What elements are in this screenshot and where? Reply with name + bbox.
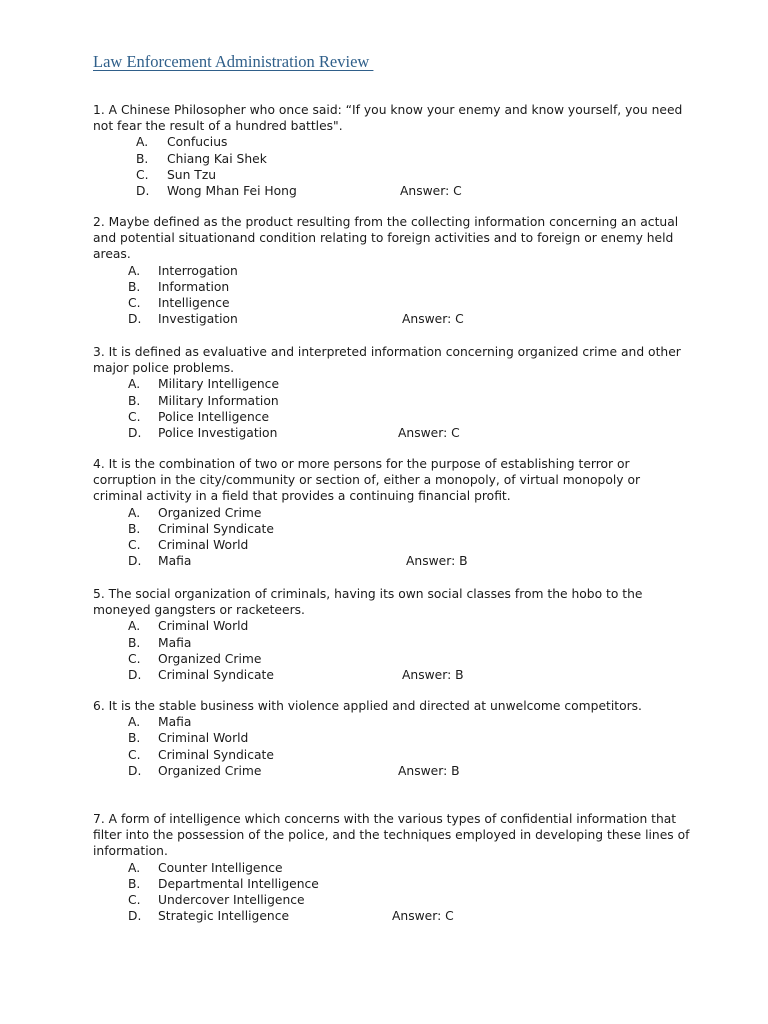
option-text: Criminal World xyxy=(158,619,249,634)
option-letter: D. xyxy=(136,183,150,198)
question-stem: 1. A Chinese Philosopher who once said: “If you know your enemy and know yourself, you need not fear the result of a hundred battles". xyxy=(93,103,683,134)
option-a xyxy=(93,376,693,392)
option-c xyxy=(93,295,693,311)
option-text: Criminal Syndicate xyxy=(158,667,274,682)
option-b xyxy=(93,521,693,537)
option-text: Mafia xyxy=(158,715,192,730)
option-b xyxy=(93,279,693,295)
option-letter: C. xyxy=(128,295,141,310)
option-text: Wong Mhan Fei Hong xyxy=(167,183,297,198)
option-a xyxy=(93,134,693,150)
question-4 xyxy=(93,456,693,569)
document-title: Law Enforcement Administration Review xyxy=(93,52,374,71)
option-letter: C. xyxy=(136,167,149,182)
option-letter: B. xyxy=(128,635,141,650)
question-1 xyxy=(93,102,693,199)
option-text: Police Investigation xyxy=(158,425,278,440)
option-letter: D. xyxy=(128,763,142,778)
option-letter: D. xyxy=(128,667,142,682)
option-d xyxy=(93,908,693,924)
option-c xyxy=(93,651,693,667)
option-letter: A. xyxy=(128,715,141,730)
question-stem: 6. It is the stable business with violence applied and directed at unwelcome competitors. xyxy=(93,699,642,713)
option-letter: D. xyxy=(128,554,142,569)
option-letter: A. xyxy=(128,860,141,875)
option-letter: A. xyxy=(128,377,141,392)
option-b xyxy=(93,730,693,746)
option-text: Organized Crime xyxy=(158,651,262,666)
option-text: Counter Intelligence xyxy=(158,860,283,875)
option-text: Interrogation xyxy=(158,263,238,278)
question-6 xyxy=(93,698,693,779)
option-letter: B. xyxy=(128,521,141,536)
option-text: Mafia xyxy=(158,554,192,569)
answer-label: Answer: B xyxy=(406,554,468,569)
answer-label: Answer: B xyxy=(398,763,460,778)
option-letter: A. xyxy=(136,135,149,150)
option-text: Confucius xyxy=(167,135,228,150)
option-text: Criminal Syndicate xyxy=(158,747,274,762)
option-d xyxy=(93,311,693,327)
option-text: Sun Tzu xyxy=(167,167,217,182)
option-b xyxy=(93,635,693,651)
option-letter: D. xyxy=(128,312,142,327)
option-d xyxy=(93,425,693,441)
question-7 xyxy=(93,811,693,924)
question-5 xyxy=(93,586,693,683)
option-text: Undercover Intelligence xyxy=(158,892,305,907)
option-d xyxy=(93,763,693,779)
option-text: Chiang Kai Shek xyxy=(167,151,267,166)
option-text: Criminal World xyxy=(158,731,249,746)
option-a xyxy=(93,618,693,634)
option-text: Departmental Intelligence xyxy=(158,876,319,891)
question-stem: 3. It is defined as evaluative and interpreted information concerning organized crime and other major police problems. xyxy=(93,345,681,376)
option-letter: B. xyxy=(128,731,141,746)
question-2 xyxy=(93,214,693,327)
option-a xyxy=(93,714,693,730)
option-b xyxy=(93,393,693,409)
question-stem: 4. It is the combination of two or more persons for the purpose of establishing terror or corruption in the city/community or section of, either a monopoly, of virtual monopoly or criminal activity in a field that provides a continuing financial profit. xyxy=(93,457,641,504)
option-text: Military Information xyxy=(158,393,279,408)
option-a xyxy=(93,860,693,876)
answer-label: Answer: C xyxy=(400,183,462,198)
option-text: Information xyxy=(158,279,230,294)
option-c xyxy=(93,167,693,183)
option-b xyxy=(93,876,693,892)
option-d xyxy=(93,553,693,569)
option-d xyxy=(93,183,693,199)
option-a xyxy=(93,505,693,521)
question-stem: 7. A form of intelligence which concerns with the various types of confidential information that filter into the possession of the police, and the techniques employed in developing these lines of information. xyxy=(93,812,690,859)
option-letter: D. xyxy=(128,425,142,440)
option-letter: A. xyxy=(128,505,141,520)
option-text: Intelligence xyxy=(158,295,230,310)
option-letter: A. xyxy=(128,263,141,278)
option-text: Criminal Syndicate xyxy=(158,521,274,536)
option-letter: C. xyxy=(128,892,141,907)
option-text: Organized Crime xyxy=(158,505,262,520)
option-b xyxy=(93,151,693,167)
answer-label: Answer: C xyxy=(392,909,454,924)
option-letter: B. xyxy=(136,151,149,166)
answer-label: Answer: C xyxy=(398,425,460,440)
option-text: Organized Crime xyxy=(158,763,262,778)
answer-label: Answer: C xyxy=(402,312,464,327)
option-letter: A. xyxy=(128,619,141,634)
option-letter: C. xyxy=(128,651,141,666)
option-d xyxy=(93,667,693,683)
question-3 xyxy=(93,344,693,441)
option-text: Military Intelligence xyxy=(158,377,280,392)
option-c xyxy=(93,409,693,425)
option-letter: D. xyxy=(128,909,142,924)
option-letter: B. xyxy=(128,876,141,891)
question-stem: 5. The social organization of criminals, having its own social classes from the hobo to the moneyed gangsters or racketeers. xyxy=(93,587,643,618)
option-a xyxy=(93,263,693,279)
option-c xyxy=(93,747,693,763)
option-text: Mafia xyxy=(158,635,192,650)
option-letter: C. xyxy=(128,409,141,424)
answer-label: Answer: B xyxy=(402,667,464,682)
option-text: Strategic Intelligence xyxy=(158,909,290,924)
option-text: Criminal World xyxy=(158,537,249,552)
option-text: Police Intelligence xyxy=(158,409,270,424)
option-c xyxy=(93,892,693,908)
option-text: Investigation xyxy=(158,312,238,327)
option-letter: B. xyxy=(128,279,141,294)
option-letter: B. xyxy=(128,393,141,408)
option-c xyxy=(93,537,693,553)
question-stem: 2. Maybe defined as the product resulting from the collecting information concerning an actual and potential situationand condition relating to foreign activities and to foreign or enemy held areas. xyxy=(93,215,679,262)
option-letter: C. xyxy=(128,537,141,552)
option-letter: C. xyxy=(128,747,141,762)
